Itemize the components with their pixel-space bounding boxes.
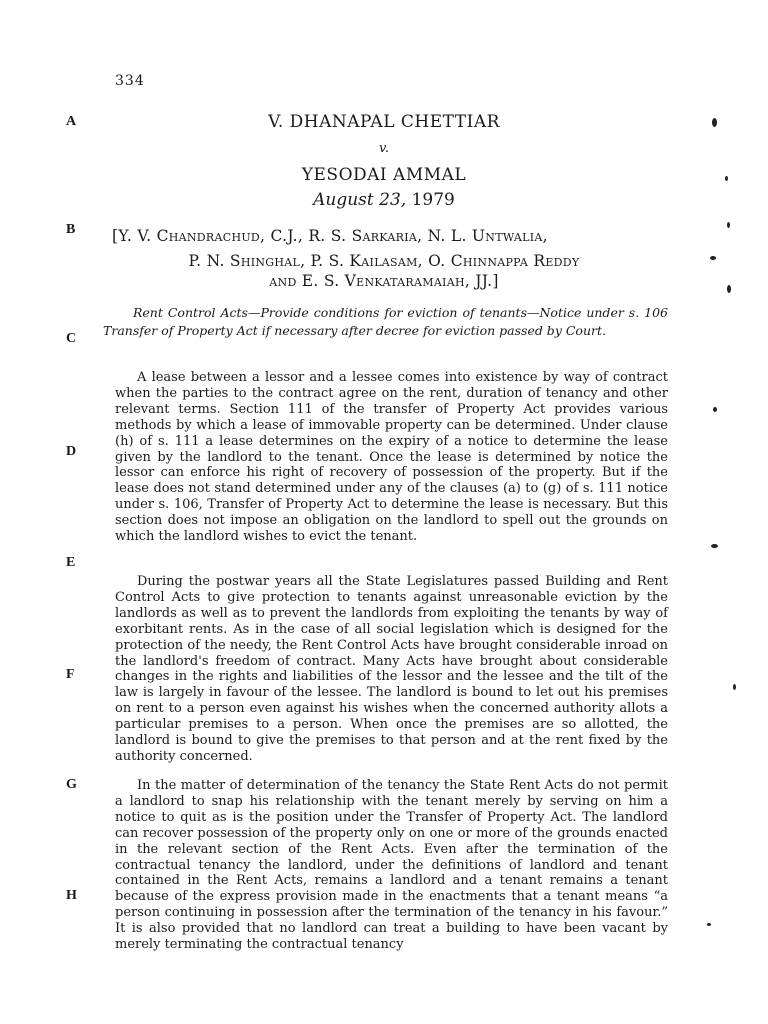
margin-letter-a: A bbox=[66, 114, 77, 129]
scan-speck bbox=[733, 684, 736, 690]
page-number: 334 bbox=[115, 73, 145, 89]
margin-letter-d: D bbox=[66, 444, 77, 459]
scan-speck bbox=[713, 407, 717, 412]
body-paragraph-3: In the matter of determination of the tenancy the State Rent Acts do not permit a landlord to snap his relationship with the tenant merely by serving on him a notice to quit as is the position under the Transfer of Property Act. The landlord can recover possession of the property only on one or more of the grounds enacted in the relevant section of the Rent Acts. Even after the termination of the contractual tenancy the landlord, under the definitions of landlord and tenant contained in the Rent Acts, remains a landlord and a tenant remains a tenant because of the express provision made in the enactments that a tenant means “a person continuing in possession after the termination of the tenancy in his favour.” It is also provided that no landlord can treat a building to have been vacant by merely terminating the contractual tenancy bbox=[115, 778, 668, 953]
bench-line-2: P. N. Shinghal, P. S. Kailasam, O. Chinnappa Reddy bbox=[188, 252, 580, 270]
decision-date-month-day: August 23, bbox=[313, 190, 407, 210]
scan-speck bbox=[711, 544, 718, 548]
margin-letter-b: B bbox=[66, 222, 76, 237]
body-paragraph-1: A lease between a lessor and a lessee comes into existence by way of contract when the parties to the contract agree on the rent, duration of tenancy and other relevant terms. Section 111 of the transfer of Property Act provides various methods by which a lease of immovable property can be determined. Under clause (h) of s. 111 a lease determines on the expiry of a notice to determine the lease given by the landlord to the tenant. Once the lease is determined by notice the lessor can enforce his right of recovery of possession of the property. But if the lease does not stand determined under any of the clauses (a) to (g) of s. 111 notice under s. 106, Transfer of Property Act to determine the lease is necessary. But this section does not impose an obligation on the landlord to spell out the grounds on which the landlord wishes to evict the tenant. bbox=[115, 370, 668, 545]
headnote: Rent Control Acts—Provide conditions for eviction of tenants—Notice under s. 106 Transfer of Property Act if necessary after decree for eviction passed by Court. bbox=[103, 305, 668, 338]
body-paragraph-2: During the postwar years all the State Legislatures passed Building and Rent Control Acts to give protection to tenants against unreasonable eviction by the landlords as well as to prevent the landlords from exploiting the tenants by way of exorbitant rents. As in the case of all social legislation which is designed for the protection of the needy, the Rent Control Acts have brought considerable inroad on the landlord's freedom of contract. Many Acts have brought about considerable changes in the rights and liabilities of the lessor and the lessee and the tilt of the law is largely in favour of the lessee. The landlord is bound to let out his premises on rent to a person even against his wishes when the concerned authority allots a particular premises to a person. When once the premises are so allotted, the landlord is bound to give the premises to that person and at the rent fixed by the authority concerned. bbox=[115, 574, 668, 764]
case-versus: v. bbox=[379, 141, 389, 156]
bench-line-1: [Y. V. Chandrachud, C.J., R. S. Sarkaria, N. L. Untwalia, bbox=[112, 227, 548, 245]
margin-letter-c: C bbox=[66, 331, 77, 346]
scan-speck bbox=[707, 923, 711, 926]
scan-speck bbox=[727, 285, 731, 293]
margin-letter-h: H bbox=[66, 888, 77, 903]
scan-speck bbox=[725, 176, 728, 181]
scan-speck bbox=[712, 118, 717, 127]
margin-letter-g: G bbox=[66, 777, 77, 792]
case-title-appellant: V. DHANAPAL CHETTIAR bbox=[268, 112, 500, 132]
margin-letter-e: E bbox=[66, 555, 76, 570]
margin-letter-f: F bbox=[66, 667, 75, 682]
bench-line-3: and E. S. Venkataramaiah, JJ.] bbox=[269, 272, 499, 290]
decision-date-year: 1979 bbox=[411, 190, 455, 210]
decision-date bbox=[100, 190, 668, 210]
scan-speck bbox=[710, 256, 716, 260]
scan-speck bbox=[727, 222, 730, 228]
case-title-respondent: YESODAI AMMAL bbox=[301, 165, 467, 185]
